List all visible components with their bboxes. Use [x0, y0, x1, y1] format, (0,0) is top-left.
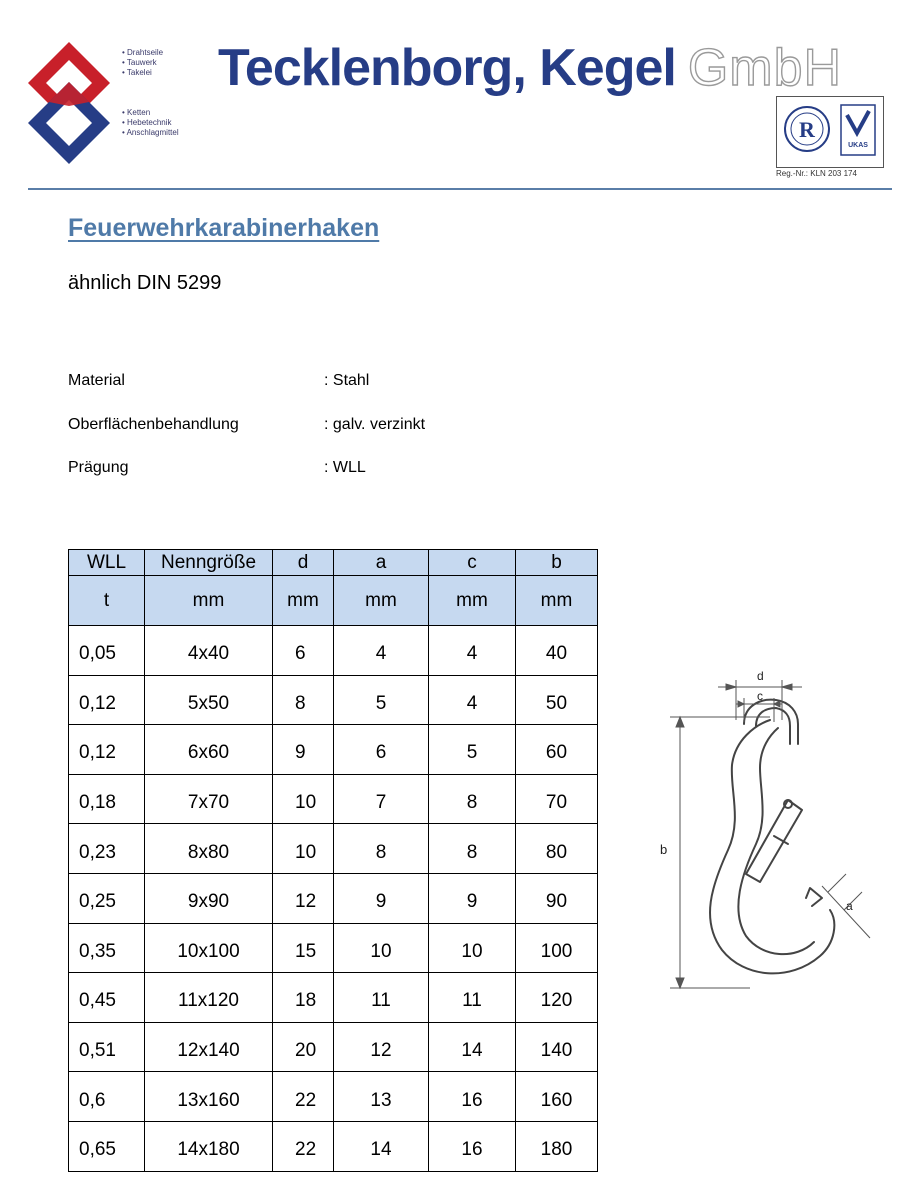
service-item: • Anschlagmittel [122, 128, 179, 138]
cell-c: 9 [429, 873, 516, 923]
registration-number: Reg.-Nr.: KLN 203 174 [776, 169, 857, 178]
column-header: b [516, 550, 598, 576]
cell-nominal-size: 14x180 [145, 1121, 273, 1171]
cell-b: 80 [516, 824, 598, 874]
cell-nominal-size: 7x70 [145, 774, 273, 824]
cell-d: 10 [273, 824, 334, 874]
cell-nominal-size: 13x160 [145, 1072, 273, 1122]
cell-nominal-size: 6x60 [145, 725, 273, 775]
property-label-surface: Oberflächenbehandlung [68, 416, 239, 433]
table-row [69, 725, 598, 775]
cell-c: 11 [429, 973, 516, 1023]
cell-a: 10 [334, 923, 429, 973]
cell-c: 8 [429, 824, 516, 874]
cell-wll: 0,6 [69, 1072, 145, 1122]
service-item: • Takelei [122, 68, 163, 78]
spec-table [68, 549, 598, 1172]
table-row [69, 675, 598, 725]
cell-d: 10 [273, 774, 334, 824]
cell-wll: 0,25 [69, 873, 145, 923]
cell-c: 4 [429, 626, 516, 676]
table-row [69, 873, 598, 923]
cell-a: 11 [334, 973, 429, 1023]
cell-wll: 0,12 [69, 725, 145, 775]
services-list-1 [122, 48, 163, 78]
property-value-material: : Stahl [324, 372, 370, 389]
cell-a: 6 [334, 725, 429, 775]
unit-header: mm [273, 576, 334, 626]
table-row [69, 973, 598, 1023]
product-title: Feuerwehrkarabinerhaken [68, 214, 380, 242]
header-divider [28, 188, 892, 190]
property-label-material: Material [68, 372, 125, 389]
cell-c: 14 [429, 1022, 516, 1072]
cell-wll: 0,51 [69, 1022, 145, 1072]
dimension-label-d: d [757, 669, 764, 683]
cell-c: 16 [429, 1072, 516, 1122]
cell-c: 16 [429, 1121, 516, 1171]
table-row [69, 1072, 598, 1122]
cell-b: 70 [516, 774, 598, 824]
table-row [69, 774, 598, 824]
company-name-main: Tecklenborg, Kegel [218, 39, 676, 97]
cell-wll: 0,05 [69, 626, 145, 676]
column-header: c [429, 550, 516, 576]
cell-nominal-size: 9x90 [145, 873, 273, 923]
property-label-marking: Prägung [68, 459, 129, 476]
dimension-lines [670, 680, 870, 988]
unit-header: mm [334, 576, 429, 626]
table-row [69, 824, 598, 874]
carabiner-hook-diagram [660, 660, 880, 1000]
cell-c: 4 [429, 675, 516, 725]
dimension-label-a: a [846, 899, 853, 913]
cell-a: 9 [334, 873, 429, 923]
table-header-row [69, 550, 598, 576]
cell-d: 18 [273, 973, 334, 1023]
cell-c: 5 [429, 725, 516, 775]
cell-wll: 0,12 [69, 675, 145, 725]
cell-d: 22 [273, 1072, 334, 1122]
table-units-row [69, 576, 598, 626]
cell-wll: 0,18 [69, 774, 145, 824]
cell-a: 14 [334, 1121, 429, 1171]
service-item: • Tauwerk [122, 58, 163, 68]
cell-b: 180 [516, 1121, 598, 1171]
column-header: a [334, 550, 429, 576]
svg-text:R: R [799, 117, 815, 142]
property-value-surface: : galv. verzinkt [324, 416, 426, 433]
cell-a: 12 [334, 1022, 429, 1072]
company-logo [26, 40, 112, 166]
cell-c: 8 [429, 774, 516, 824]
cell-wll: 0,35 [69, 923, 145, 973]
cell-b: 90 [516, 873, 598, 923]
cell-wll: 0,23 [69, 824, 145, 874]
unit-header: mm [429, 576, 516, 626]
table-row [69, 1022, 598, 1072]
table-row [69, 626, 598, 676]
unit-header: mm [145, 576, 273, 626]
services-list-2 [122, 108, 179, 138]
service-item: • Hebetechnik [122, 118, 179, 128]
cell-d: 8 [273, 675, 334, 725]
unit-header: t [69, 576, 145, 626]
unit-header: mm [516, 576, 598, 626]
cell-c: 10 [429, 923, 516, 973]
column-header: d [273, 550, 334, 576]
table-row [69, 1121, 598, 1171]
cell-b: 40 [516, 626, 598, 676]
cell-b: 120 [516, 973, 598, 1023]
company-name [218, 38, 842, 98]
cell-b: 100 [516, 923, 598, 973]
cell-a: 13 [334, 1072, 429, 1122]
cell-a: 7 [334, 774, 429, 824]
cell-nominal-size: 12x140 [145, 1022, 273, 1072]
dimension-label-b: b [660, 842, 668, 857]
dimension-label-c: c [757, 689, 763, 703]
cell-d: 15 [273, 923, 334, 973]
cell-b: 160 [516, 1072, 598, 1122]
cell-nominal-size: 4x40 [145, 626, 273, 676]
property-value-marking: : WLL [324, 459, 366, 476]
cell-wll: 0,65 [69, 1121, 145, 1171]
cell-a: 8 [334, 824, 429, 874]
hook-drawing-icon [710, 700, 834, 974]
column-header: Nenngröße [145, 550, 273, 576]
cell-d: 6 [273, 626, 334, 676]
cell-nominal-size: 8x80 [145, 824, 273, 874]
cell-d: 12 [273, 873, 334, 923]
cell-nominal-size: 11x120 [145, 973, 273, 1023]
product-standard: ähnlich DIN 5299 [68, 272, 222, 294]
table-row [69, 923, 598, 973]
column-header: WLL [69, 550, 145, 576]
cell-d: 9 [273, 725, 334, 775]
company-suffix: GmbH [687, 39, 843, 97]
cell-a: 4 [334, 626, 429, 676]
cell-wll: 0,45 [69, 973, 145, 1023]
service-item: • Ketten [122, 108, 179, 118]
cell-d: 22 [273, 1121, 334, 1171]
cell-nominal-size: 5x50 [145, 675, 273, 725]
certification-seal [776, 96, 884, 168]
ukas-mark-text: UKAS [848, 142, 868, 149]
cell-d: 20 [273, 1022, 334, 1072]
cell-a: 5 [334, 675, 429, 725]
certification-marks-icon [777, 97, 883, 167]
cell-nominal-size: 10x100 [145, 923, 273, 973]
service-item: • Drahtseile [122, 48, 163, 58]
cell-b: 60 [516, 725, 598, 775]
cell-b: 140 [516, 1022, 598, 1072]
cell-b: 50 [516, 675, 598, 725]
